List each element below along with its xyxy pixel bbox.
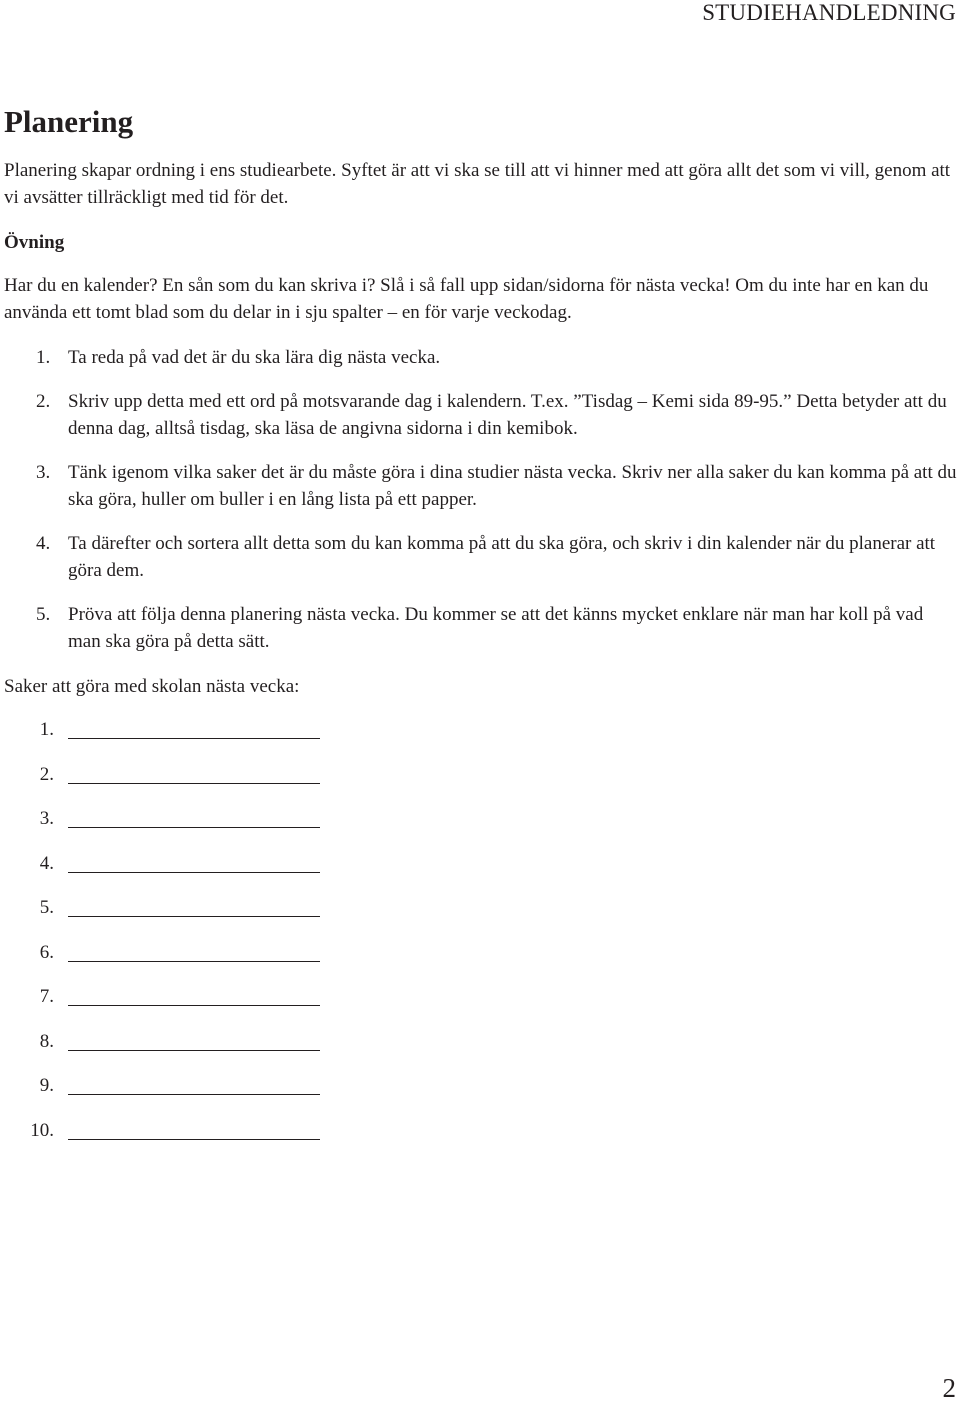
- write-in-line[interactable]: [68, 738, 320, 739]
- exercise-step: [4, 601, 958, 655]
- step-text: Pröva att följa denna planering nästa vecka. Du kommer se att det känns mycket enklare när man har koll på vad man ska göra på detta sätt.: [68, 604, 924, 652]
- todo-item: [0, 805, 330, 850]
- todo-item: [0, 1072, 330, 1117]
- todo-number: 6.: [39, 941, 54, 963]
- todo-item: [0, 761, 330, 806]
- exercise-intro: Har du en kalender? En sån som du kan skriva i? Slå i så fall upp sidan/sidorna för nästa vecka! Om du inte har en kan du använda ett tomt blad som du delar in i sju spalter – en för varje veckodag.: [4, 275, 929, 323]
- write-in-line[interactable]: [68, 1050, 320, 1051]
- step-number: 5.: [36, 604, 51, 625]
- todo-number: 2.: [39, 763, 54, 785]
- write-in-line[interactable]: [68, 1094, 320, 1095]
- todo-number: 10.: [30, 1119, 54, 1141]
- todo-item: [0, 716, 330, 761]
- todo-item: [0, 939, 330, 984]
- todo-item: [0, 983, 330, 1028]
- todo-number: 5.: [39, 897, 54, 918]
- write-in-line[interactable]: [68, 1005, 320, 1006]
- step-number: 2.: [36, 391, 51, 412]
- todo-item: [0, 1117, 330, 1162]
- todo-list: [0, 716, 330, 1161]
- section-title: Planering: [4, 104, 134, 139]
- todo-number: 1.: [39, 719, 54, 740]
- exercise-step: [4, 344, 958, 371]
- step-text: Skriv upp detta med ett ord på motsvarande dag i kalendern. T.ex. ”Tisdag – Kemi sida 89-95.” Detta betyder att du denna dag, alltså tisdag, ska läsa de angivna sidorna i din kemibok.: [68, 391, 947, 439]
- write-in-line[interactable]: [68, 872, 320, 873]
- write-in-line[interactable]: [68, 783, 320, 784]
- exercise-steps: [4, 344, 958, 672]
- todo-number: 9.: [39, 1075, 54, 1096]
- write-in-line[interactable]: [68, 961, 320, 962]
- todo-number: 7.: [39, 986, 54, 1007]
- page-number: 2: [942, 1373, 956, 1403]
- step-number: 1.: [36, 347, 51, 368]
- exercise-step: [4, 388, 958, 442]
- step-number: 3.: [36, 462, 51, 483]
- running-header: STUDIEHANDLEDNING: [702, 0, 956, 25]
- exercise-step: [4, 530, 958, 584]
- exercise-step: [4, 459, 958, 513]
- todo-label: Saker att göra med skolan nästa vecka:: [4, 676, 300, 697]
- write-in-line[interactable]: [68, 916, 320, 917]
- step-text: Ta därefter och sortera allt detta som du kan komma på att du ska göra, och skriv i din kalender när du planerar att göra dem.: [68, 533, 936, 581]
- exercise-heading: Övning: [4, 232, 65, 253]
- todo-item: [0, 850, 330, 895]
- todo-number: 3.: [39, 808, 54, 829]
- write-in-line[interactable]: [68, 827, 320, 828]
- step-number: 4.: [36, 533, 51, 554]
- intro-paragraph: Planering skapar ordning i ens studiearbete. Syftet är att vi ska se till att vi hinner med att göra allt det som vi vill, genom att vi avsätter tillräckligt med tid för det.: [4, 160, 951, 208]
- todo-number: 4.: [39, 852, 54, 874]
- step-text: Ta reda på vad det är du ska lära dig nästa vecka.: [68, 347, 441, 368]
- todo-item: [0, 1028, 330, 1073]
- step-text: Tänk igenom vilka saker det är du måste göra i dina studier nästa vecka. Skriv ner alla saker du kan komma på att du ska göra, huller om buller i en lång lista på ett papper.: [68, 462, 957, 510]
- write-in-line[interactable]: [68, 1139, 320, 1140]
- todo-number: 8.: [39, 1030, 54, 1052]
- todo-item: [0, 894, 330, 939]
